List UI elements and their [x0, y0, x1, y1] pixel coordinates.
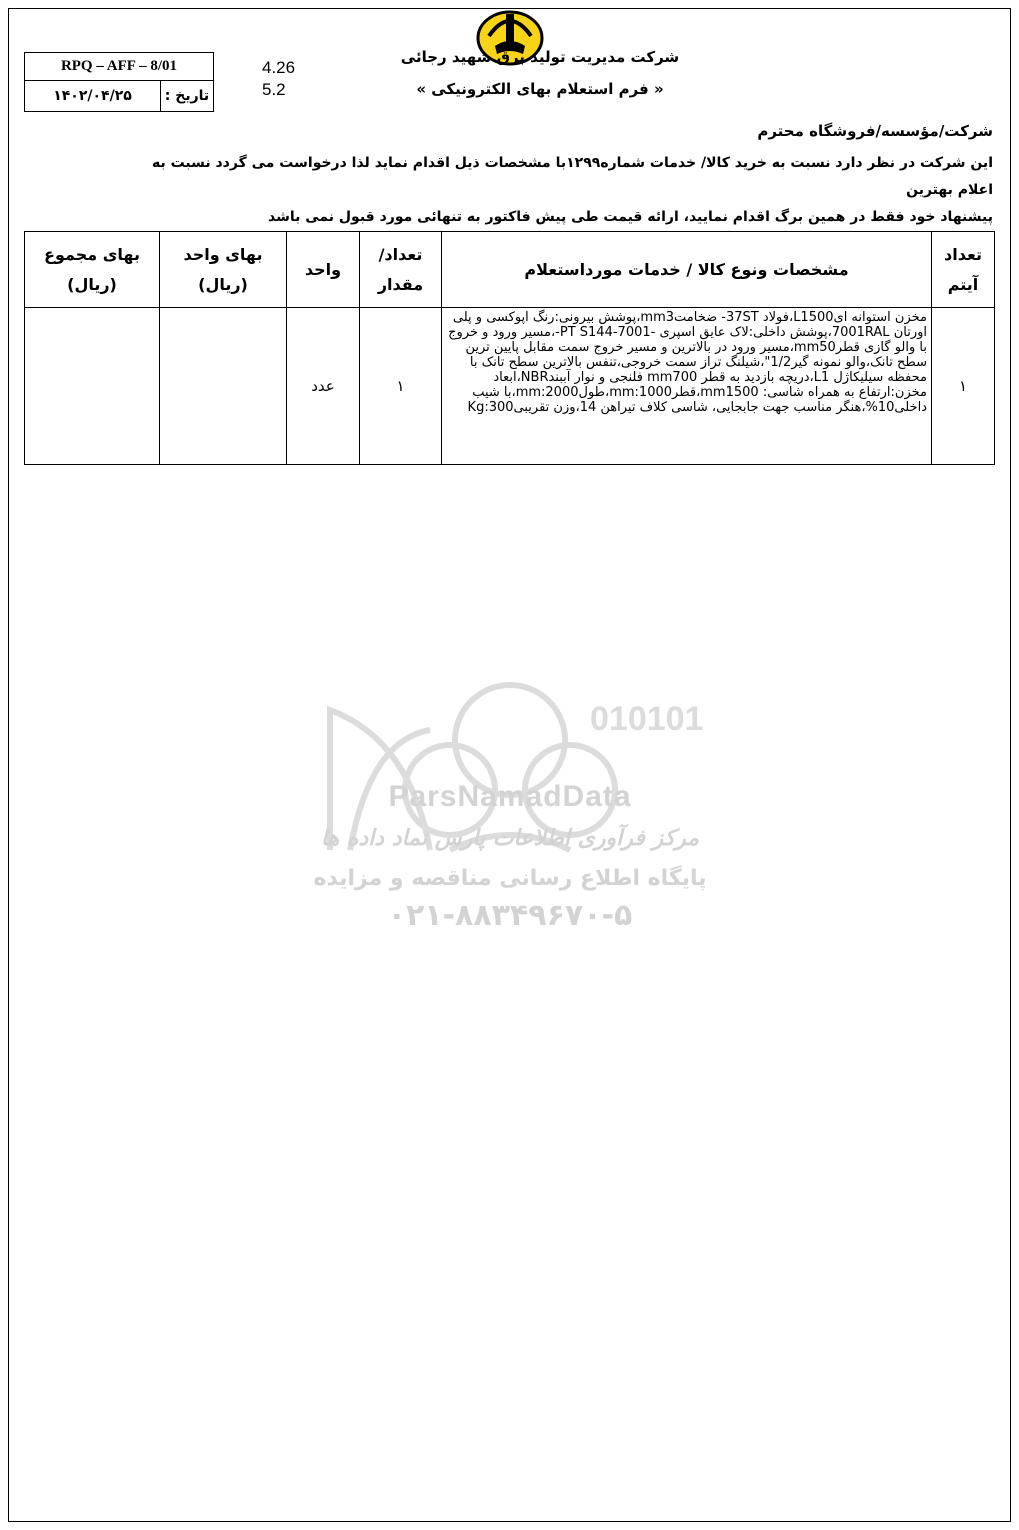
- form-code-box: [24, 52, 214, 112]
- form-code: RPQ – AFF – 8/01: [25, 53, 213, 81]
- cell-quantity: ۱: [360, 308, 442, 465]
- cell-unit: عدد: [287, 308, 360, 465]
- cell-item: ۱: [932, 308, 995, 465]
- date-value: ۱۴۰۲/۰۴/۲۵: [53, 88, 132, 104]
- header-item: تعداد آیتم: [932, 232, 995, 308]
- header-quantity: تعداد/ مقدار: [360, 232, 442, 308]
- header-unit: واحد: [287, 232, 360, 308]
- items-table: [24, 231, 995, 465]
- form-title: « فرم استعلام بهای الکترونیکی »: [416, 80, 664, 98]
- header-description: مشخصات ونوع کالا / خدمات مورداستعلام: [442, 232, 932, 308]
- watermark-phone: ۰۲۱-۸۸۳۴۹۶۷۰-۵: [387, 898, 633, 933]
- watermark-line-1: مرکز فرآوری اطلاعات پارس نماد داده ها: [320, 826, 700, 851]
- cell-total-price: [25, 308, 160, 465]
- date-label: تاریخ :: [160, 81, 213, 112]
- watermark-line-2: پایگاه اطلاع رسانی مناقصه و مزایده: [313, 866, 707, 891]
- header-unit-price: بهای واحد (ریال): [160, 232, 287, 308]
- version-b: 5.2: [262, 80, 286, 99]
- watermark-logo-icon: [300, 590, 720, 950]
- table-header-row: [25, 232, 995, 308]
- cell-unit-price: [160, 308, 287, 465]
- version-a: 4.26: [262, 58, 296, 77]
- company-name: شرکت مدیریت تولید برق شهید رجائی: [400, 48, 680, 66]
- cell-description: مخزن استوانه ایL1500،فولاد 37ST- ضخامتmm3،پوشش بیرونی:رنگ اپوکسی و پلی اورتان 7001RAL،پوشش داخلی:لاک عایق اسپری -PT S144-7001-،مسیر ورود و خروج با والو گازی قطرmm50،مسیر ورود در بالاترین و مسیر خروج سمت مقابل پایین ترین سطح تانک،والو نمونه گیر1/2"،شیلنگ تراز سمت خروجی،تنفس بالاترین سطح تانک با محفظه سیلیکاژل L1،دریچه بازدید به قطر mm700 فلنجی و نوار آببندNBR،ابعاد مخزن:ارتفاع به همراه شاسی: mm1500،قطرmm:1000،طولmm:2000،با شیب داخلی10%،هنگر مناسب جهت جابجایی، شاسی کلاف تیراهن 14،وزن تقریبیKg:300: [442, 308, 932, 465]
- watermark-binary: 010101: [590, 700, 704, 738]
- intro-text: [123, 150, 993, 231]
- intro-line-1: این شرکت در نظر دارد نسبت به خرید کالا/ خدمات شماره۱۲۹۹با مشخصات ذیل اقدام نماید لذا درخواست می گردد نسبت به اعلام بهترین: [151, 155, 993, 198]
- greeting: شرکت/مؤسسه/فروشگاه محترم: [757, 122, 993, 140]
- table-row: [25, 308, 995, 465]
- intro-line-2: پیشنهاد خود فقط در همین برگ اقدام نمایید، ارائه قیمت طی پیش فاکتور به تنهائی مورد قبول نمی باشد: [267, 209, 993, 225]
- date-row: [25, 81, 213, 112]
- header-total-price: بهای مجموع (ریال): [25, 232, 160, 308]
- watermark-brand: ParsNamadData: [388, 780, 632, 813]
